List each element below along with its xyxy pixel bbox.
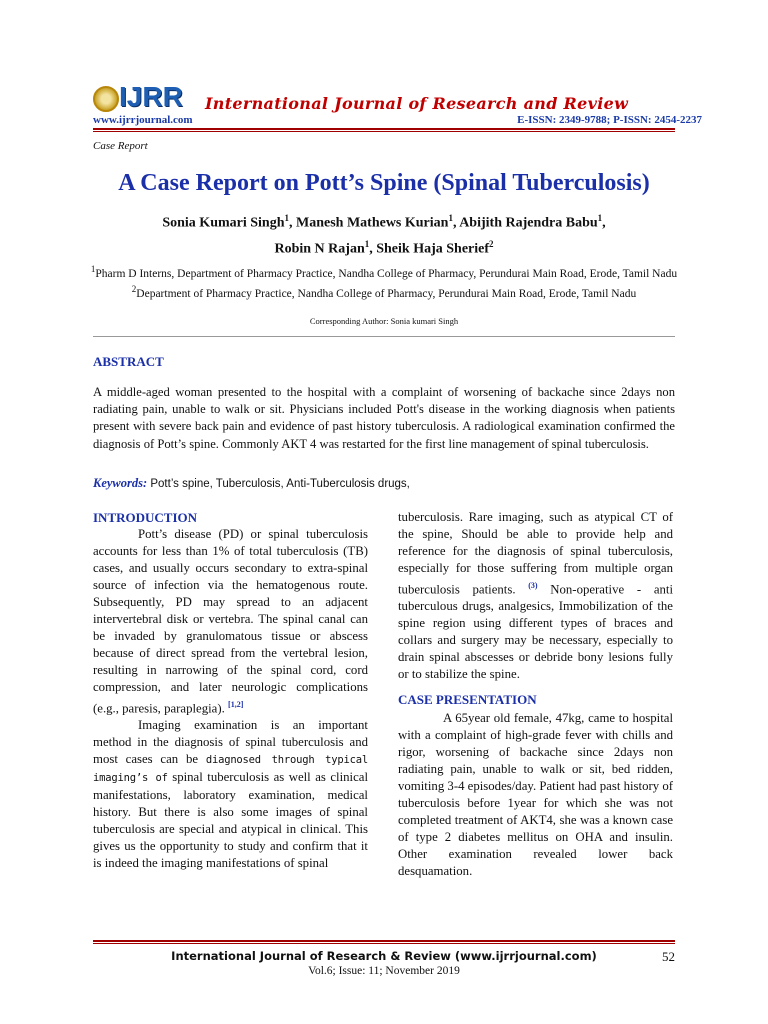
paragraph-text: tuberculosis. Rare imaging, such as atypical CT of the spine, Should be able to provide help and reference for the diagnosis of spinal tuberculosis, especially for those suffering from multiple organ tuberculosis patients. bbox=[398, 510, 673, 597]
body-column-right bbox=[398, 509, 673, 880]
paragraph-text: spinal tuberculosis as well as clinical manifestations, laboratory examination, medical history. But there is also some images of spinal tuberculosis are special and atypical in clinical. This gives us the opportunity to study and confirm that it is indeed the imaging manifestations of spinal bbox=[93, 770, 368, 871]
affiliations bbox=[90, 262, 678, 302]
seal-icon bbox=[93, 86, 119, 112]
author-separator: , bbox=[289, 215, 296, 231]
introduction-heading: INTRODUCTION bbox=[93, 510, 198, 525]
keywords-label: Keywords: bbox=[93, 476, 148, 490]
author-affiliation-mark: 1 bbox=[448, 213, 453, 223]
logo-text: IJRR bbox=[119, 81, 183, 112]
author-affiliation-mark: 1 bbox=[364, 238, 370, 249]
keywords bbox=[93, 476, 410, 491]
introduction-paragraph bbox=[93, 526, 368, 717]
abstract-text: A middle-aged woman presented to the hospital with a complaint of worsening of backache since 2days non radiating pain, unable to walk or sit. Physicians included Pott's disease in the working diagnosis when patients present with severe back pain and evidence of past history tuberculosis. A radiological examination confirmed the diagnosis of Pott’s spine. Commonly AKT 4 was restarted for the first line management of spinal tuberculosis. bbox=[93, 385, 675, 451]
author-name: Sonia Kumari Singh bbox=[162, 215, 285, 231]
author-separator: , bbox=[369, 241, 377, 257]
section-divider bbox=[93, 336, 675, 337]
footer-divider-thin bbox=[93, 943, 675, 944]
author-name: Robin N Rajan bbox=[274, 241, 365, 257]
author-list bbox=[80, 208, 688, 259]
paragraph-text: Non-operative - anti tuberculous drugs, analgesics, Immobilization of the spine region using different types of braces and collars and surgery may be necessary, especially to drain spinal abscesses or debride bony lesions fully or to stabilize the spine. bbox=[398, 582, 674, 682]
footer-journal: International Journal of Research & Review (www.ijrrjournal.com) bbox=[171, 949, 597, 963]
case-presentation-heading: CASE PRESENTATION bbox=[398, 692, 537, 708]
affiliation-item bbox=[90, 282, 678, 302]
header-divider-thin bbox=[93, 131, 675, 132]
abstract-heading: ABSTRACT bbox=[93, 354, 164, 369]
journal-name: International Journal of Research and Review bbox=[205, 94, 629, 113]
paragraph-text: Pott’s disease (PD) or spinal tuberculosis accounts for less than 1% of total tuberculosis (TB) cases, and usually occurs secondary to extra-spinal source of infection via the hematogenous route. Subsequently, PD may spread to an adjacent intervertebral disk or vertebra. The spinal canal can be invaded by granulomatous tissue or abscess because of direct spread from the vertebral lesion, resulting in narrowing of the spinal cord, cord compression, and later neurologic complications (e.g., paresis, paraplegia). bbox=[93, 527, 368, 716]
introduction-paragraph bbox=[398, 509, 673, 683]
paragraph-text-mono: diagnosed through typical imaging’s of bbox=[93, 754, 369, 785]
affiliation-item bbox=[90, 262, 678, 282]
keywords-text: Pott’s spine, Tuberculosis, Anti-Tuberculosis drugs, bbox=[147, 478, 410, 490]
footer-divider bbox=[93, 940, 675, 942]
author-affiliation-mark: 2 bbox=[489, 238, 494, 249]
introduction-paragraph bbox=[93, 717, 368, 872]
case-presentation-paragraph: A 65year old female, 47kg, came to hospital with a complaint of high-grade fever with chills and rigor, worsening of backache since 2days non radiating pain, unable to walk or sit, bed ridden, vomiting 3-4 episodes/day. Patient had past history of tuberculosis before 1year for which she was not completed treatment of AKT4, she was a known case of type 2 diabetes mellitus on OHA and insulin. Other examination revealed lower back desquamation. bbox=[398, 711, 673, 879]
paragraph-text: Imaging examination is an important method in the diagnosis of spinal tuberculosis and most cases can be bbox=[93, 718, 368, 767]
journal-issn: E-ISSN: 2349-9788; P-ISSN: 2454-2237 bbox=[517, 114, 702, 126]
footer-volume: Vol.6; Issue: 11; November 2019 bbox=[308, 965, 460, 977]
affiliation-text: Pharm D Interns, Department of Pharmacy Practice, Nandha College of Pharmacy, Perundurai Main Road, Erode, Tamil Nadu bbox=[95, 267, 678, 280]
author-separator: , bbox=[602, 215, 606, 231]
author-affiliation-mark: 1 bbox=[597, 213, 603, 223]
author-name: Abijith Rajendra Babu bbox=[459, 215, 598, 231]
article-type: Case Report bbox=[93, 140, 148, 152]
affiliation-number: 1 bbox=[90, 264, 96, 274]
author-affiliation-mark: 1 bbox=[284, 213, 289, 223]
corresponding-author: Corresponding Author: Sonia kumari Singh bbox=[309, 316, 459, 326]
citation-ref[interactable]: (3) bbox=[528, 581, 538, 590]
author-name: Sheik Haja Sherief bbox=[376, 241, 490, 257]
affiliation-text: Department of Pharmacy Practice, Nandha College of Pharmacy, Perundurai Main Road, Erode, Tamil Nadu bbox=[136, 287, 637, 300]
journal-website[interactable]: www.ijrrjournal.com bbox=[93, 114, 193, 126]
journal-logo bbox=[93, 82, 653, 118]
affiliation-number: 2 bbox=[131, 283, 137, 294]
citation-ref[interactable]: [1,2] bbox=[228, 700, 244, 709]
author-separator: , bbox=[452, 215, 460, 231]
page-number: 52 bbox=[662, 949, 675, 964]
header-divider bbox=[93, 128, 675, 130]
body-column-left bbox=[93, 509, 368, 872]
article-title: A Case Report on Pott’s Spine (Spinal Tuberculosis) bbox=[118, 170, 650, 196]
author-name: Manesh Mathews Kurian bbox=[296, 215, 449, 231]
